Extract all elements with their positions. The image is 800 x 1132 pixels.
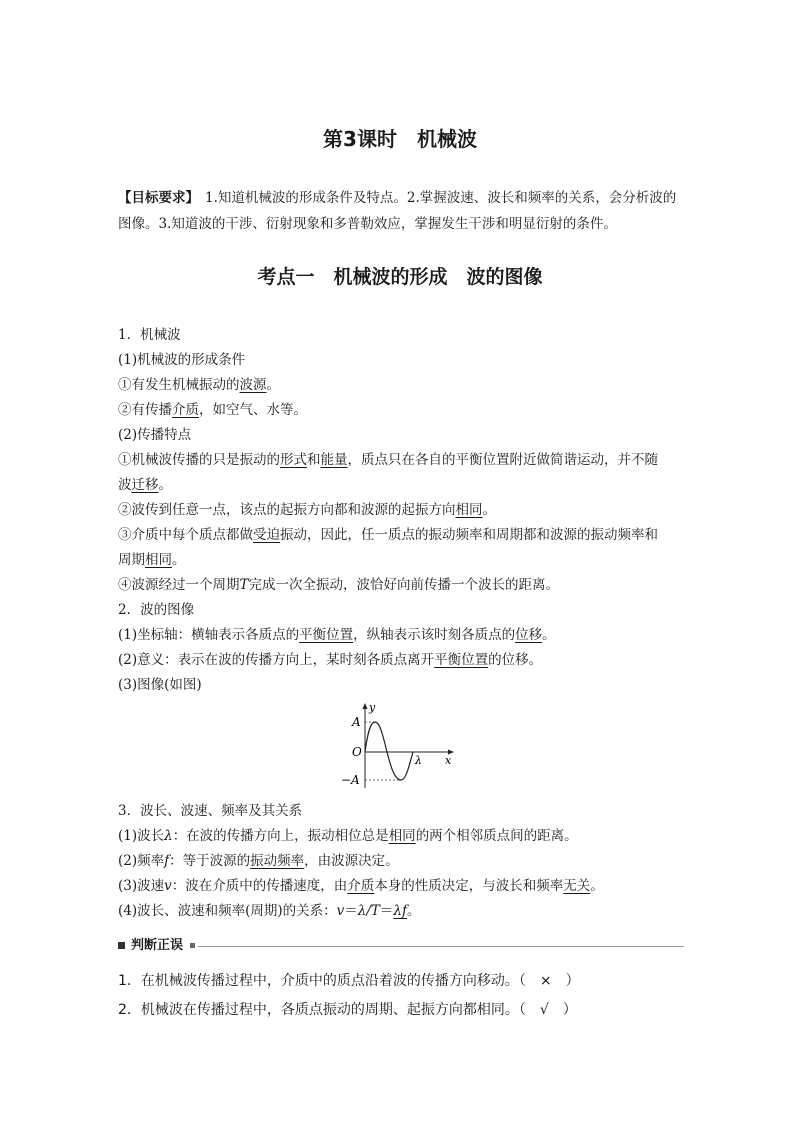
content-line xyxy=(118,350,684,370)
content-line xyxy=(118,525,684,545)
content-line xyxy=(118,650,684,670)
content-line xyxy=(118,500,684,520)
content-line xyxy=(118,375,684,395)
text-run: ①机械波传播的只是振动的 xyxy=(118,452,280,468)
label-lambda: λ xyxy=(415,754,422,767)
underlined-term: 无关 xyxy=(563,878,591,894)
judge-item-1: 1．在机械波传播过程中，介质中的质点沿着波的传播方向移动。（ × ） xyxy=(118,973,580,989)
wave-curve xyxy=(365,722,413,780)
text-run: 。 xyxy=(266,377,280,393)
content-line xyxy=(118,400,684,420)
label-neg-A: −A xyxy=(341,773,360,787)
label-O: O xyxy=(352,745,362,759)
content-line xyxy=(118,575,684,595)
content-line xyxy=(118,450,684,470)
underlined-term: λf xyxy=(393,903,407,919)
text-run: 3．波长、波速、频率及其关系 xyxy=(118,803,303,819)
text-run: ④波源经过一个周期 xyxy=(118,577,240,593)
text-run: ②有传播 xyxy=(118,402,172,418)
underlined-term: 相同 xyxy=(455,502,483,518)
text-run: (1)波长 xyxy=(118,828,165,844)
text-run: ＝ xyxy=(344,903,358,919)
text-run: ，质点只在各自的平衡位置附近做简谐运动，并不随 xyxy=(347,452,658,468)
text-run: ②波传到任意一点，该点的起振方向都和波源的起振方向 xyxy=(118,502,456,518)
text-run: (3)波速 xyxy=(118,878,165,894)
content-line xyxy=(118,625,684,645)
underlined-term: 介质 xyxy=(172,402,199,418)
underlined-term: 相同 xyxy=(388,828,416,844)
text-run: (2)传播特点 xyxy=(118,427,192,443)
text-run: f xyxy=(164,853,170,869)
square-bullet-icon xyxy=(118,942,125,949)
underlined-term: 波源 xyxy=(239,377,267,393)
content-line xyxy=(118,901,684,921)
text-run: λ xyxy=(164,828,173,844)
text-run: 的位移。 xyxy=(488,652,543,668)
text-run: 周期 xyxy=(118,552,145,568)
underlined-term: 振动频率 xyxy=(250,853,305,869)
text-run: 。 xyxy=(158,477,172,493)
text-run: ＝ xyxy=(379,903,394,919)
text-run: 2．波的图像 xyxy=(118,602,195,618)
y-axis-arrow xyxy=(363,703,368,709)
text-run: ，由波源决定。 xyxy=(304,853,399,869)
text-run: (1)机械波的形成条件 xyxy=(118,352,246,368)
content-line xyxy=(118,826,684,846)
text-run: (4)波长、波速和频率(周期)的关系： xyxy=(118,903,337,919)
divider-line xyxy=(198,946,684,947)
learning-goals xyxy=(118,185,684,237)
text-run: (3)图像(如图) xyxy=(118,677,202,693)
text-run: 振动，因此，任一质点的振动频率和周期都和波源的振动频率和 xyxy=(280,527,658,543)
label-A: A xyxy=(352,715,361,729)
underlined-term: 受迫 xyxy=(253,527,280,543)
underlined-term: 位移 xyxy=(515,627,543,643)
text-run: (2)频率 xyxy=(118,853,165,869)
underlined-term: 介质 xyxy=(347,878,375,894)
text-run: 。 xyxy=(542,627,556,643)
judge-section-header xyxy=(118,936,684,956)
text-run: 。 xyxy=(590,878,604,894)
judge-item-2: 2．机械波在传播过程中，各质点振动的周期、起振方向都相同。（ √ ） xyxy=(118,1002,577,1018)
text-run: ：等于波源的 xyxy=(169,853,251,869)
text-run: λ/T xyxy=(357,903,380,919)
text-run: ，如空气、水等。 xyxy=(199,402,307,418)
text-run: v xyxy=(336,903,345,919)
judge-title: 判断正误 xyxy=(131,938,184,953)
goals-label: 【目标要求】 xyxy=(118,190,199,206)
section-title: 考点一 机械波的形成 波的图像 xyxy=(257,266,543,288)
text-run: T xyxy=(239,577,249,593)
content-line xyxy=(118,475,684,495)
text-run: ：在波的传播方向上，振动相位总是 xyxy=(172,828,389,844)
page-title: 第3课时 机械波 xyxy=(323,127,477,151)
text-run: 本身的性质决定，与波长和频率 xyxy=(374,878,564,894)
content-line xyxy=(118,600,684,620)
underlined-term: 平衡位置 xyxy=(434,652,489,668)
text-run: (2)意义：表示在波的传播方向上，某时刻各质点离开 xyxy=(118,652,435,668)
content-line xyxy=(118,550,684,570)
text-run: v xyxy=(164,878,172,894)
underlined-term: 迁移 xyxy=(131,477,159,493)
content-line xyxy=(118,851,684,871)
content-line xyxy=(118,675,684,695)
goals-text-line1: 1.知道机械波的形成条件及特点。2.掌握波速、波长和频率的关系，会分析波的 xyxy=(205,190,677,206)
underlined-term: 能量 xyxy=(320,452,348,468)
content-line xyxy=(118,801,684,821)
label-y: y xyxy=(369,701,376,714)
underlined-term: 形式 xyxy=(280,452,307,468)
text-run: 波 xyxy=(118,477,132,493)
text-run: (1)坐标轴：横轴表示各质点的 xyxy=(118,627,300,643)
label-x: x xyxy=(445,754,452,767)
goals-text-line2: 图像。3.知道波的干涉、衍射现象和多普勒效应，掌握发生干涉和明显衍射的条件。 xyxy=(118,216,617,232)
divider-dot-icon xyxy=(190,943,195,948)
content-line xyxy=(118,425,684,445)
content-line xyxy=(118,325,684,345)
wave-graph xyxy=(335,700,465,790)
text-run: 。 xyxy=(172,552,186,568)
text-run: 和 xyxy=(307,452,321,468)
text-run: 。 xyxy=(406,903,421,919)
text-run: 的两个相邻质点间的距离。 xyxy=(415,828,578,844)
text-run: ①有发生机械振动的 xyxy=(118,377,240,393)
text-run: ：波在介质中的传播速度，由 xyxy=(171,878,348,894)
text-run: ，纵轴表示该时刻各质点的 xyxy=(353,627,516,643)
text-run: 完成一次全振动，波恰好向前传播一个波长的距离。 xyxy=(248,577,560,593)
underlined-term: 相同 xyxy=(145,552,172,568)
text-run: 1．机械波 xyxy=(118,327,181,343)
text-run: 。 xyxy=(482,502,496,518)
underlined-term: 平衡位置 xyxy=(299,627,354,643)
text-run: ③介质中每个质点都做 xyxy=(118,527,253,543)
content-line xyxy=(118,876,684,896)
